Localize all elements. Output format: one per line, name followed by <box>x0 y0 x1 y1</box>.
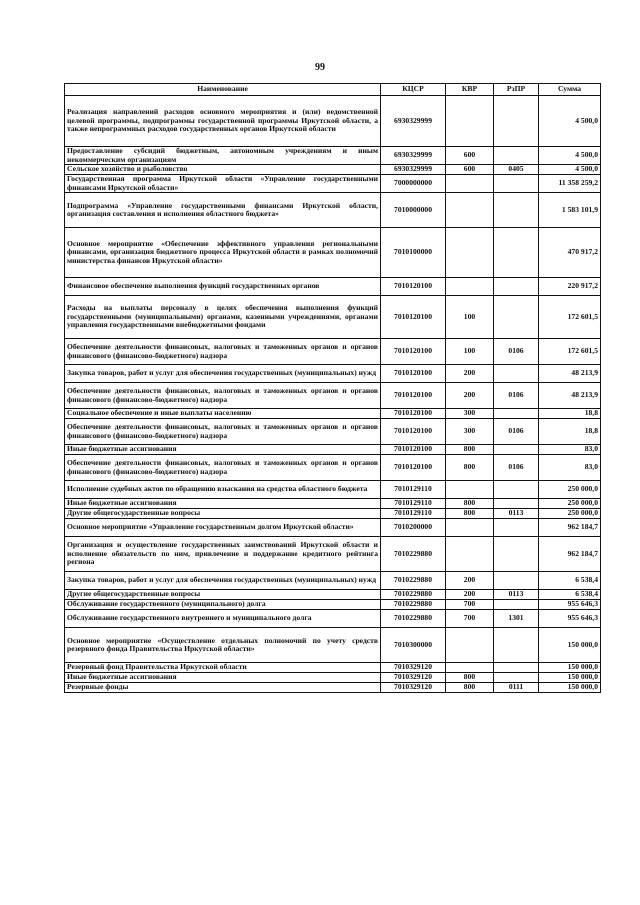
cell-rzpr: 0405 <box>494 165 539 175</box>
cell-kvr: 100 <box>446 296 494 339</box>
cell-name: Закупка товаров, работ и услуг для обеспечения государственных (муниципальных) нужд <box>65 572 381 590</box>
cell-kvr: 200 <box>446 383 494 409</box>
cell-code: 7010200000 <box>381 519 446 537</box>
cell-name: Резервный фонд Правительства Иркутской области <box>65 663 381 673</box>
cell-name: Обеспечение деятельности финансовых, налоговых и таможенных органов и органов финансового (финансово-бюджетного) надзора <box>65 455 381 481</box>
cell-kvr: 200 <box>446 365 494 383</box>
cell-code: 7000000000 <box>381 175 446 193</box>
table-row <box>65 683 601 693</box>
cell-sum: 172 601,5 <box>539 296 601 339</box>
cell-sum: 150 000,0 <box>539 663 601 673</box>
table-row <box>65 600 601 610</box>
cell-rzpr <box>494 96 539 147</box>
cell-sum: 150 000,0 <box>539 683 601 693</box>
cell-rzpr <box>494 628 539 663</box>
table-row <box>65 537 601 572</box>
cell-name: Обеспечение деятельности финансовых, налоговых и таможенных органов и органов финансового (финансово-бюджетного) надзора <box>65 383 381 409</box>
cell-rzpr: 1301 <box>494 610 539 628</box>
cell-kvr: 100 <box>446 339 494 365</box>
cell-kvr: 800 <box>446 673 494 683</box>
cell-name: Основное мероприятие «Управление государственным долгом Иркутской области» <box>65 519 381 537</box>
cell-sum: 172 601,5 <box>539 339 601 365</box>
cell-rzpr <box>494 278 539 296</box>
cell-name: Исполнение судебных актов по обращению взыскания на средства областного бюджета <box>65 481 381 499</box>
cell-code: 7010329120 <box>381 683 446 693</box>
cell-name: Социальное обеспечение и иные выплаты населению <box>65 409 381 419</box>
cell-sum: 83,0 <box>539 445 601 455</box>
cell-code: 7010120100 <box>381 339 446 365</box>
cell-name: Иные бюджетные ассигнования <box>65 499 381 509</box>
cell-code: 7010120100 <box>381 383 446 409</box>
cell-rzpr <box>494 537 539 572</box>
cell-name: Основное мероприятие «Обеспечение эффективного управления региональными финансами, организация бюджетного процесса Иркутской области в рамках полномочий министерства финансов Иркутской области» <box>65 228 381 278</box>
table-row <box>65 663 601 673</box>
table-row <box>65 519 601 537</box>
cell-sum: 250 000,0 <box>539 481 601 499</box>
cell-kvr: 800 <box>446 455 494 481</box>
cell-name: Организация и осуществление государственных заимствований Иркутской области и исполнение обязательств по ним, привлечение и поддержание кредитного рейтинга региона <box>65 537 381 572</box>
cell-name: Финансовое обеспечение выполнения функций государственных органов <box>65 278 381 296</box>
cell-sum: 962 184,7 <box>539 537 601 572</box>
table-row <box>65 165 601 175</box>
cell-code: 7010120100 <box>381 455 446 481</box>
header-name: Наименование <box>65 84 381 96</box>
cell-rzpr: 0111 <box>494 683 539 693</box>
cell-name: Сельское хозяйство и рыболовство <box>65 165 381 175</box>
cell-code: 7010129110 <box>381 499 446 509</box>
cell-name: Обеспечение деятельности финансовых, налоговых и таможенных органов и органов финансового (финансово-бюджетного) надзора <box>65 339 381 365</box>
cell-kvr: 800 <box>446 683 494 693</box>
table-row <box>65 590 601 600</box>
table-row <box>65 673 601 683</box>
cell-kvr: 200 <box>446 572 494 590</box>
cell-rzpr <box>494 600 539 610</box>
cell-rzpr <box>494 499 539 509</box>
cell-rzpr <box>494 365 539 383</box>
cell-rzpr: 0106 <box>494 419 539 445</box>
cell-name: Другие общегосударственные вопросы <box>65 509 381 519</box>
cell-sum: 220 917,2 <box>539 278 601 296</box>
cell-rzpr <box>494 409 539 419</box>
cell-code: 7010329120 <box>381 673 446 683</box>
table-row <box>65 365 601 383</box>
cell-code: 7010120100 <box>381 445 446 455</box>
cell-sum: 955 646,3 <box>539 610 601 628</box>
cell-code: 6930329999 <box>381 96 446 147</box>
cell-name: Иные бюджетные ассигнования <box>65 445 381 455</box>
cell-code: 7010229880 <box>381 537 446 572</box>
cell-sum: 4 500,0 <box>539 165 601 175</box>
cell-name: Обеспечение деятельности финансовых, налоговых и таможенных органов и органов финансового (финансово-бюджетного) надзора <box>65 419 381 445</box>
cell-name: Закупка товаров, работ и услуг для обеспечения государственных (муниципальных) нужд <box>65 365 381 383</box>
cell-rzpr <box>494 175 539 193</box>
cell-sum: 6 538,4 <box>539 572 601 590</box>
cell-code: 6930329999 <box>381 165 446 175</box>
cell-code: 7010129110 <box>381 481 446 499</box>
table-row <box>65 481 601 499</box>
header-code: КЦСР <box>381 84 446 96</box>
cell-kvr: 800 <box>446 499 494 509</box>
cell-sum: 250 000,0 <box>539 509 601 519</box>
cell-kvr: 600 <box>446 147 494 165</box>
cell-sum: 4 500,0 <box>539 147 601 165</box>
cell-rzpr: 0106 <box>494 455 539 481</box>
cell-rzpr: 0113 <box>494 509 539 519</box>
cell-rzpr: 0113 <box>494 590 539 600</box>
cell-code: 7010000000 <box>381 193 446 228</box>
cell-kvr: 700 <box>446 610 494 628</box>
cell-name: Расходы на выплаты персоналу в целях обеспечения выполнения функций государственными (муниципальными) органами, казенными учреждениями, органами управления государственными внебюджетными фондами <box>65 296 381 339</box>
cell-kvr <box>446 481 494 499</box>
table-row <box>65 455 601 481</box>
cell-code: 7010229880 <box>381 572 446 590</box>
cell-sum: 48 213,9 <box>539 365 601 383</box>
table-row <box>65 175 601 193</box>
cell-sum: 6 538,4 <box>539 590 601 600</box>
cell-sum: 48 213,9 <box>539 383 601 409</box>
budget-table <box>64 83 601 693</box>
table-row <box>65 339 601 365</box>
table-row <box>65 383 601 409</box>
page-number: 99 <box>315 62 325 73</box>
table-row <box>65 445 601 455</box>
cell-rzpr <box>494 663 539 673</box>
cell-code: 7010100000 <box>381 228 446 278</box>
header-sum: Сумма <box>539 84 601 96</box>
cell-code: 7010329120 <box>381 663 446 673</box>
cell-name: Обслуживание государственного внутреннего и муниципального долга <box>65 610 381 628</box>
cell-kvr <box>446 175 494 193</box>
cell-kvr <box>446 628 494 663</box>
cell-rzpr <box>494 481 539 499</box>
cell-kvr <box>446 278 494 296</box>
cell-code: 7010120100 <box>381 419 446 445</box>
cell-name: Подпрограмма «Управление государственными финансами Иркутской области, организация составления и исполнения областного бюджета» <box>65 193 381 228</box>
cell-sum: 83,0 <box>539 455 601 481</box>
cell-code: 7010300000 <box>381 628 446 663</box>
table-row <box>65 628 601 663</box>
cell-kvr: 800 <box>446 509 494 519</box>
table-row <box>65 278 601 296</box>
cell-code: 6930329999 <box>381 147 446 165</box>
cell-name: Резервные фонды <box>65 683 381 693</box>
table-row <box>65 296 601 339</box>
cell-sum: 250 000,0 <box>539 499 601 509</box>
header-rzpr: РзПР <box>494 84 539 96</box>
cell-kvr <box>446 228 494 278</box>
cell-rzpr <box>494 572 539 590</box>
cell-rzpr <box>494 228 539 278</box>
cell-kvr: 700 <box>446 600 494 610</box>
cell-kvr: 300 <box>446 409 494 419</box>
table-row <box>65 419 601 445</box>
cell-sum: 4 500,0 <box>539 96 601 147</box>
cell-sum: 470 917,2 <box>539 228 601 278</box>
cell-name: Государственная программа Иркутской области «Управление государственными финансами Иркутской области» <box>65 175 381 193</box>
cell-sum: 150 000,0 <box>539 673 601 683</box>
table-row <box>65 610 601 628</box>
cell-name: Обслуживание государственного (муниципального) долга <box>65 600 381 610</box>
table-row <box>65 499 601 509</box>
cell-kvr: 600 <box>446 165 494 175</box>
cell-rzpr: 0106 <box>494 383 539 409</box>
table-row <box>65 228 601 278</box>
cell-name: Иные бюджетные ассигнования <box>65 673 381 683</box>
cell-code: 7010120100 <box>381 365 446 383</box>
cell-code: 7010120100 <box>381 296 446 339</box>
table-row <box>65 147 601 165</box>
cell-rzpr <box>494 673 539 683</box>
cell-code: 7010120100 <box>381 278 446 296</box>
cell-sum: 150 000,0 <box>539 628 601 663</box>
table-body <box>65 96 601 693</box>
cell-sum: 1 583 101,9 <box>539 193 601 228</box>
cell-sum: 18,8 <box>539 419 601 445</box>
cell-code: 7010229880 <box>381 600 446 610</box>
cell-rzpr <box>494 296 539 339</box>
cell-kvr: 800 <box>446 445 494 455</box>
cell-name: Реализация направлений расходов основного мероприятия и (или) ведомственной целевой программы, подпрограммы государственной программы Иркутской области, а также непрограммных расходов государственных органов Иркутской области <box>65 96 381 147</box>
table-row <box>65 572 601 590</box>
cell-sum: 18,8 <box>539 409 601 419</box>
table-header-row <box>65 84 601 96</box>
cell-name: Другие общегосударственные вопросы <box>65 590 381 600</box>
cell-rzpr <box>494 147 539 165</box>
cell-kvr <box>446 96 494 147</box>
table-row <box>65 96 601 147</box>
cell-kvr <box>446 519 494 537</box>
cell-rzpr: 0106 <box>494 339 539 365</box>
cell-name: Основное мероприятие «Осуществление отдельных полномочий по учету средств резервного фонда Правительства Иркутской области» <box>65 628 381 663</box>
cell-kvr <box>446 193 494 228</box>
cell-name: Предоставление субсидий бюджетным, автономным учреждениям и иным некоммерческим организациям <box>65 147 381 165</box>
cell-kvr: 200 <box>446 590 494 600</box>
cell-rzpr <box>494 445 539 455</box>
table-row <box>65 193 601 228</box>
cell-sum: 962 184,7 <box>539 519 601 537</box>
cell-kvr: 300 <box>446 419 494 445</box>
cell-sum: 11 358 259,2 <box>539 175 601 193</box>
cell-code: 7010120100 <box>381 409 446 419</box>
cell-rzpr <box>494 519 539 537</box>
header-kvr: КВР <box>446 84 494 96</box>
table-row <box>65 409 601 419</box>
table-row <box>65 509 601 519</box>
cell-code: 7010229880 <box>381 590 446 600</box>
cell-kvr <box>446 537 494 572</box>
cell-code: 7010229880 <box>381 610 446 628</box>
cell-rzpr <box>494 193 539 228</box>
cell-kvr <box>446 663 494 673</box>
cell-code: 7010129110 <box>381 509 446 519</box>
cell-sum: 955 646,3 <box>539 600 601 610</box>
